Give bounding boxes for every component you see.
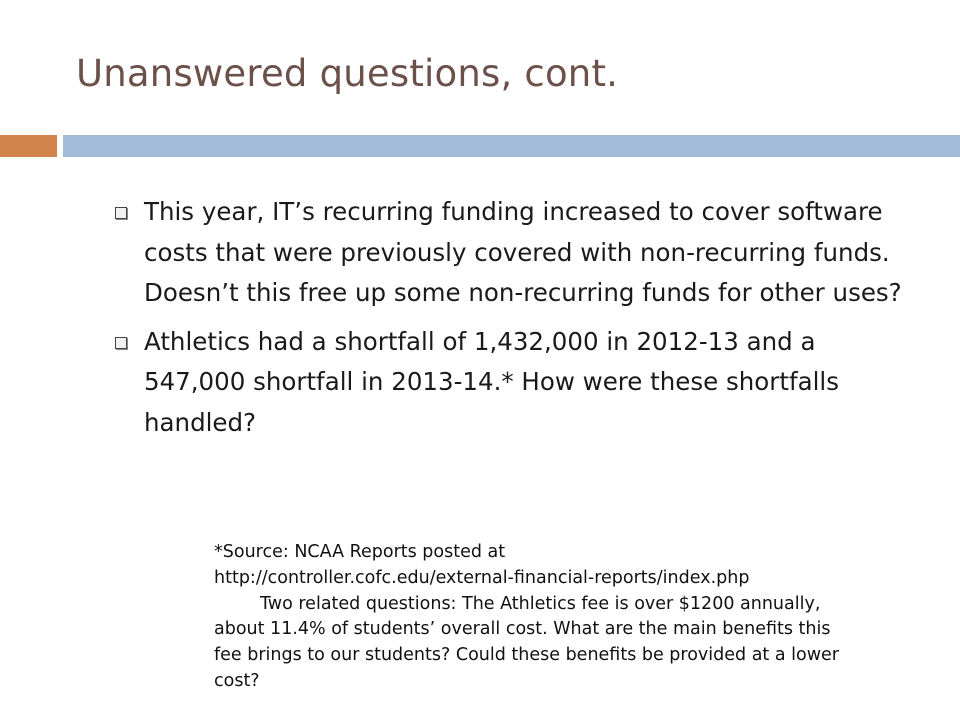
bullet-list	[115, 192, 915, 451]
checkbox-bullet-icon	[115, 207, 127, 219]
bullet-item	[115, 192, 915, 314]
related-questions: Two related questions: The Athletics fee is over $1200 annually, about 11.4% of students’ overall cost. What are the main benefits this fee brings to our students? Could these benefits be provided at a lower cost?	[214, 593, 839, 691]
footnote	[214, 540, 854, 695]
accent-bar-blue	[63, 135, 960, 157]
source-url: http://controller.cofc.edu/external-financial-reports/index.php	[214, 567, 750, 588]
checkbox-bullet-icon	[115, 337, 127, 349]
source-label: *Source: NCAA Reports posted at	[214, 542, 506, 562]
bullet-text: Athletics had a shortfall of 1,432,000 in 2012-13 and a 547,000 shortfall in 2013-14.* How were these shortfalls handled?	[144, 326, 839, 437]
bullet-item	[115, 322, 915, 444]
bullet-text: This year, IT’s recurring funding increased to cover software costs that were previously covered with non-recurring funds. Doesn’t this free up some non-recurring funds for other uses?	[144, 197, 902, 307]
accent-bar-orange	[0, 135, 57, 157]
slide-title: Unanswered questions, cont.	[76, 52, 619, 95]
